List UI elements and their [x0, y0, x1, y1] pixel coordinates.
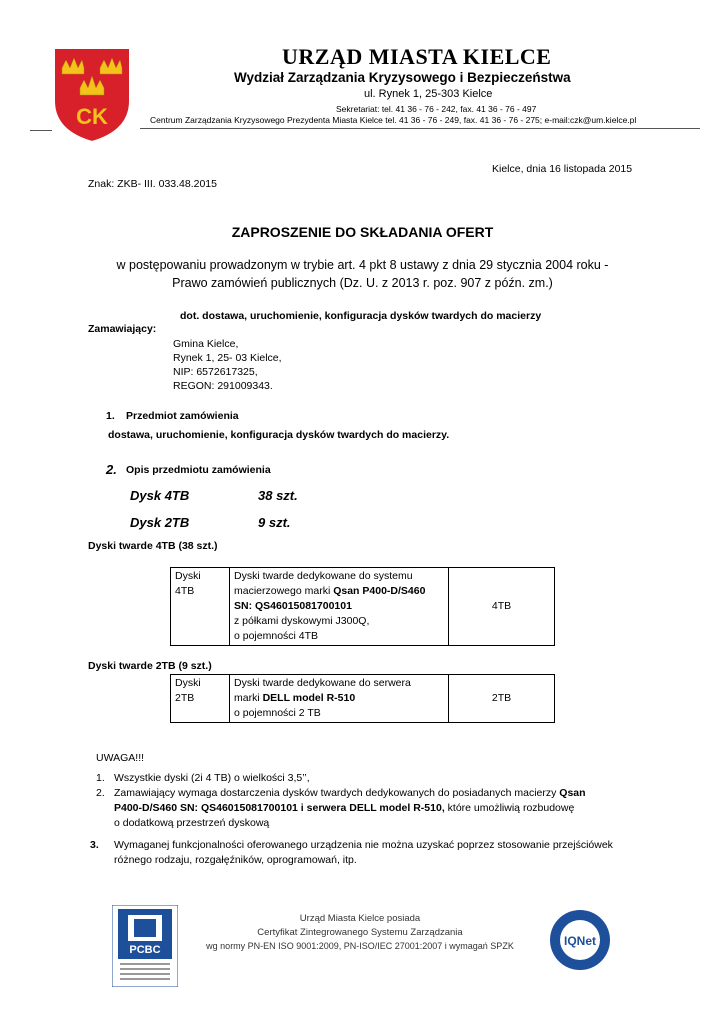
note-text-bold: P400-D/S460 SN: QS46015081700101 i serwera DELL model R-510, [114, 802, 445, 814]
city-crest-logo [52, 46, 132, 144]
cell-text [234, 691, 444, 706]
table-cell-description [230, 675, 449, 723]
note-3-line-2: różnego rodzaju, rozgałęźników, oprogramowań, itp. [114, 854, 357, 866]
item-2tb-name: Dysk 2TB [130, 515, 190, 530]
note-3-line-1: Wymaganej funkcjonalności oferowanego urządzenia nie można uzyskać poprzez stosowanie przejściówek [114, 839, 613, 851]
note-3-number: 3. [90, 839, 99, 851]
pcbc-certificate-logo [112, 905, 178, 987]
buyer-name: Gmina Kielce, [173, 338, 239, 350]
note-text: Zamawiający wymaga dostarczenia dysków twardych dedykowanych do posiadanych macierzy [114, 787, 560, 799]
table-cell-capacity: 2TB [449, 675, 555, 723]
header-rule-right [140, 128, 700, 129]
svg-text:IQNet: IQNet [563, 934, 597, 948]
item-2tb-qty: 9 szt. [258, 515, 291, 530]
note-text: które umożliwią rozbudowę [444, 802, 575, 814]
header-department: Wydział Zarządzania Kryzysowego i Bezpieczeństwa [234, 70, 571, 85]
intro-line-2: Prawo zamówień publicznych (Dz. U. z 2013 r. poz. 907 z późn. zm.) [172, 276, 553, 290]
footer-line-2: Certyfikat Zintegrowanego Systemu Zarządzania [257, 927, 463, 938]
cell-text: 4TB [175, 585, 195, 597]
iqnet-icon [548, 908, 612, 972]
table-cell-capacity: 4TB [449, 568, 555, 646]
header-crisis-center: Centrum Zarządzania Kryzysowego Prezydenta Miasta Kielce tel. 41 36 - 76 - 249, fax. 41 36 - 76 - 275; e-mail:czk@um.kielce.pl [150, 115, 637, 125]
header-secretariat: Sekretariat: tel. 41 36 - 76 - 242, fax. 41 36 - 76 - 497 [336, 104, 537, 114]
buyer-regon: REGON: 291009343. [173, 380, 273, 392]
cell-text: Dyski twarde dedykowane do systemu [234, 570, 413, 582]
cell-text: Dyski [175, 570, 201, 582]
note-2-line-1 [114, 787, 586, 799]
iqnet-certificate-logo [548, 908, 612, 972]
note-1-text: Wszystkie dyski (2i 4 TB) o wielkości 3,5’’, [114, 772, 310, 784]
warning-label: UWAGA!!! [96, 752, 145, 764]
cell-text-bold: SN: QS46015081700101 [234, 600, 352, 612]
table-1-caption: Dyski twarde 4TB (38 szt.) [88, 540, 218, 552]
note-2-number: 2. [96, 787, 105, 799]
cell-text: Dyski twarde dedykowane do serwera [234, 677, 411, 689]
header-address: ul. Rynek 1, 25-303 Kielce [364, 88, 493, 100]
section-1-title: Przedmiot zamówienia [126, 410, 239, 422]
cell-text: Dyski [175, 677, 201, 689]
crest-icon [52, 46, 132, 144]
footer-line-3: wg normy PN-EN ISO 9001:2009, PN-ISO/IEC 27001:2007 i wymagań SPZK [206, 941, 514, 951]
cell-text: o pojemności 2 TB [234, 707, 321, 719]
document-title: ZAPROSZENIE DO SKŁADANIA OFERT [231, 224, 494, 240]
reference-number: Znak: ZKB- III. 033.48.2015 [88, 178, 217, 190]
footer-line-1: Urząd Miasta Kielce posiada [299, 913, 421, 924]
cell-text: z półkami dyskowymi J300Q, [234, 615, 370, 627]
cell-text: marki [234, 692, 263, 704]
svg-text:CK: CK [76, 104, 108, 129]
section-2-title: Opis przedmiotu zamówienia [126, 464, 271, 476]
note-text-bold: Qsan [559, 787, 586, 799]
cell-text-bold: Qsan P400-D/S460 [333, 585, 426, 597]
section-2-number: 2. [106, 462, 117, 477]
buyer-address: Rynek 1, 25- 03 Kielce, [173, 352, 282, 364]
header-rule-left [30, 130, 52, 131]
spec-table-2tb [170, 674, 555, 723]
pcbc-icon [112, 905, 178, 987]
section-1-number: 1. [106, 410, 115, 422]
buyer-nip: NIP: 6572617325, [173, 366, 258, 378]
place-date: Kielce, dnia 16 listopada 2015 [492, 163, 633, 175]
svg-text:PCBC: PCBC [129, 944, 161, 956]
cell-text [234, 584, 444, 599]
item-4tb-name: Dysk 4TB [130, 488, 190, 503]
intro-line-1: w postępowaniu prowadzonym w trybie art. 4 pkt 8 ustawy z dnia 29 stycznia 2004 roku - [116, 258, 609, 272]
spec-table-4tb [170, 567, 555, 646]
header-title: URZĄD MIASTA KIELCE [282, 44, 552, 69]
section-1-text: dostawa, uruchomienie, konfiguracja dysków twardych do macierzy. [108, 429, 450, 441]
cell-text: macierzowego marki [234, 585, 334, 597]
cell-text: 2TB [175, 692, 195, 704]
table-cell-type [171, 568, 230, 646]
table-2-caption: Dyski twarde 2TB (9 szt.) [88, 660, 212, 672]
note-1-number: 1. [96, 772, 105, 784]
cell-text-bold: DELL model R-510 [262, 692, 356, 704]
buyer-label: Zamawiający: [88, 323, 157, 335]
table-row [171, 568, 555, 646]
table-cell-type [171, 675, 230, 723]
cell-text: o pojemności 4TB [234, 630, 319, 642]
note-2-line-3: o dodatkową przestrzeń dyskową [114, 817, 270, 829]
note-2-line-2 [114, 802, 574, 814]
subject-line: dot. dostawa, uruchomienie, konfiguracja dysków twardych do macierzy [180, 310, 542, 322]
table-row [171, 675, 555, 723]
table-cell-description [230, 568, 449, 646]
item-4tb-qty: 38 szt. [258, 488, 298, 503]
